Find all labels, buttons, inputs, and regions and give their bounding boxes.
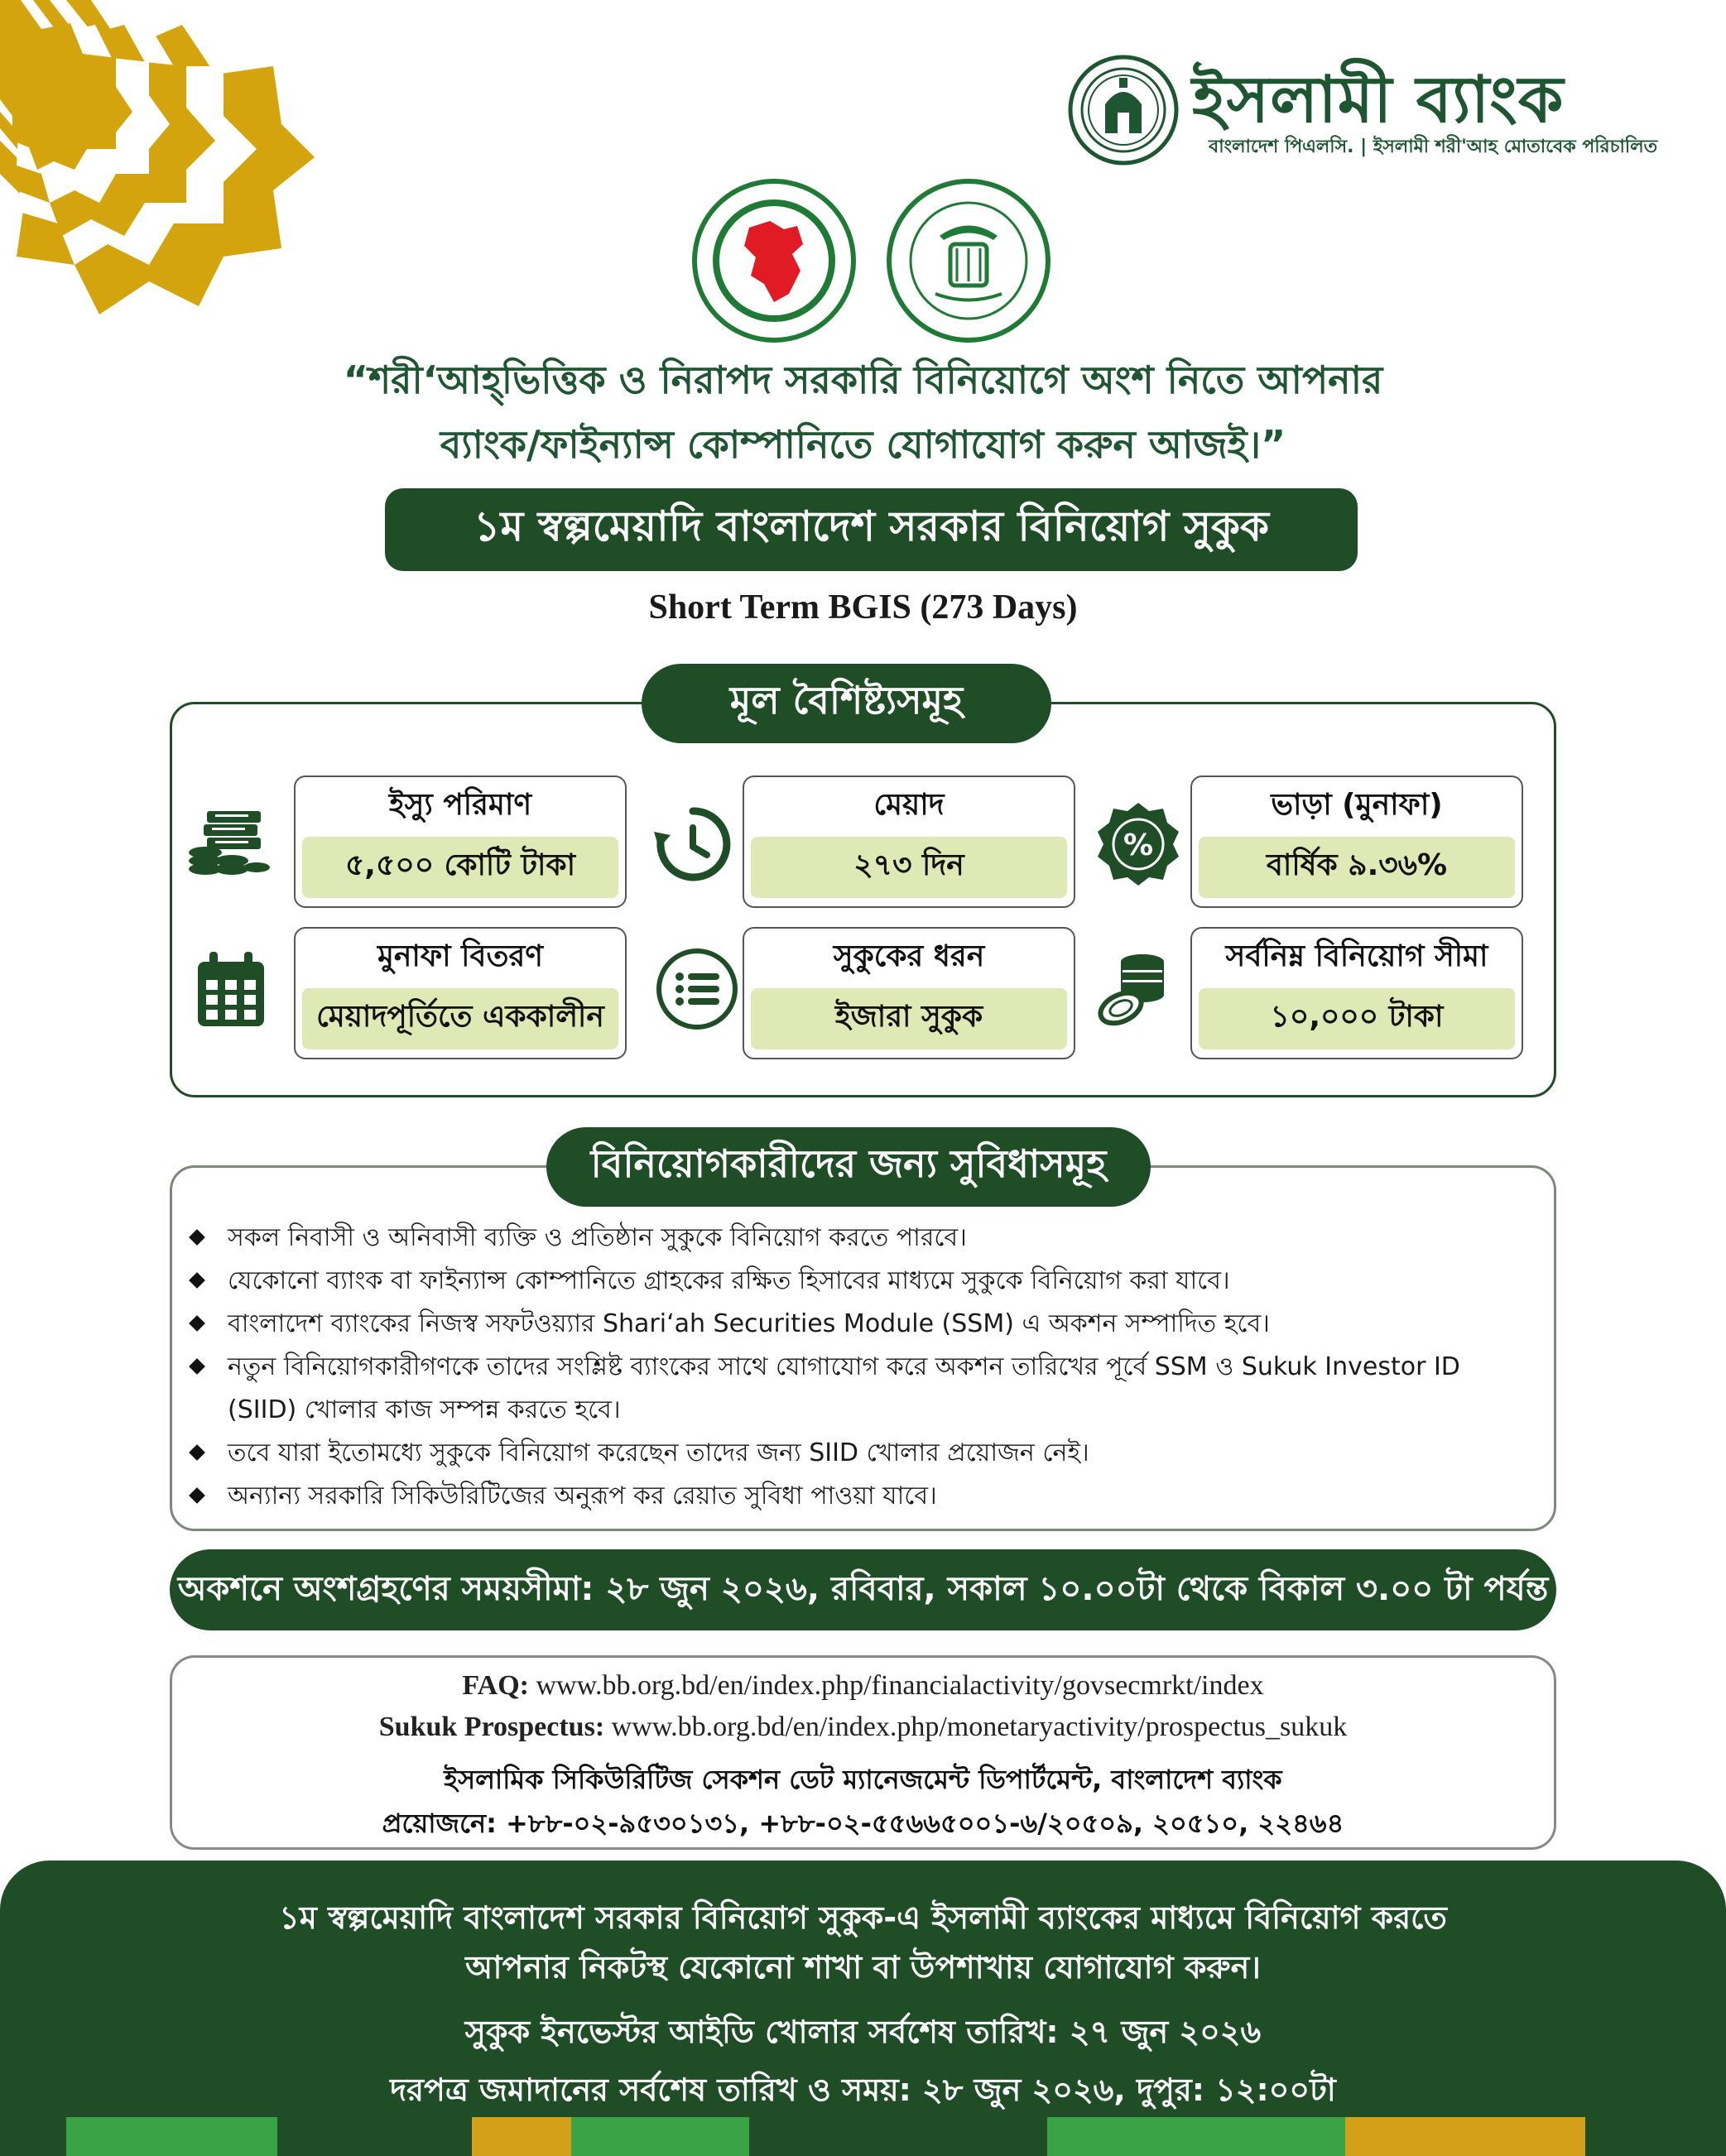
- list-item: নতুন বিনিয়োগকারীগণকে তাদের সংশ্লিষ্ট ব্যাংকের সাথে যোগাযোগ করে অকশন তারিখের পূর্বে SSM ও Sukuk Investor ID (SIID) খোলার কাজ সম্পন্ন করতে হবে।: [186, 1346, 1511, 1432]
- clock-icon: [647, 799, 738, 890]
- list-item: যেকোনো ব্যাংক বা ফাইন্যান্স কোম্পানিতে গ্রাহকের রক্ষিত হিসাবের মাধ্যমে সুকুকে বিনিয়োগ করা যাবে।: [186, 1260, 1511, 1303]
- feature-value: ৫,৫০০ কোটি টাকা: [302, 837, 618, 898]
- feature-label: ভাড়া (মুনাফা): [1271, 788, 1443, 822]
- prospectus-label: Sukuk Prospectus:: [378, 1712, 605, 1742]
- title-banner: [385, 488, 1358, 571]
- feature-issue-size: [294, 775, 627, 908]
- faq-link[interactable]: www.bb.org.bd/en/index.php/financialactivity/govsecmrkt/index: [536, 1670, 1264, 1701]
- feature-value: ২৭৩ দিন: [751, 837, 1067, 898]
- benefits-list: [186, 1217, 1511, 1518]
- title-text: ১ম স্বল্পমেয়াদি বাংলাদেশ সরকার বিনিয়োগ সুকুক: [474, 502, 1269, 550]
- info-box: [170, 1655, 1556, 1850]
- money-stack-icon: [182, 795, 273, 886]
- feature-profit-distribution: [294, 927, 627, 1059]
- government-seal-icon: [691, 178, 857, 343]
- list-item: অন্যান্য সরকারি সিকিউরিটিজের অনুরূপ কর রেয়াত সুবিধা পাওয়া যাবে।: [186, 1475, 1511, 1518]
- footer-color-stripe: [0, 2117, 1726, 2156]
- banner-line-4: দরপত্র জমাদানের সর্বশেষ তারিখ ও সময়: ২৮ জুন ২০২৬, দুপুর: ১২:০০টা: [390, 2072, 1336, 2108]
- list-icon: [651, 944, 743, 1035]
- coins-icon: [1093, 944, 1184, 1035]
- svg-text:%: %: [1123, 828, 1154, 862]
- feature-label: মুনাফা বিতরণ: [377, 939, 544, 973]
- department-line: ইসলামিক সিকিউরিটিজ সেকশন ডেট ম্যানেজমেন্ট ডিপার্টমেন্ট, বাংলাদেশ ব্যাংক: [444, 1764, 1282, 1795]
- feature-sukuk-type: [743, 927, 1075, 1059]
- list-item: বাংলাদেশ ব্যাংকের নিজস্ব সফটওয়্যার Shari‘ah Securities Module (SSM) এ অকশন সম্পাদিত হবে।: [186, 1303, 1511, 1346]
- corner-ornament: [0, 0, 315, 315]
- list-item: তবে যারা ইতোমধ্যে সুকুকে বিনিয়োগ করেছেন তাদের জন্য SIID খোলার প্রয়োজন নেই।: [186, 1432, 1511, 1475]
- feature-value: মেয়াদপূর্তিতে এককালীন: [302, 988, 618, 1049]
- feature-label: সর্বনিম্ন বিনিয়োগ সীমা: [1225, 939, 1488, 973]
- prospectus-line: [172, 1712, 1554, 1743]
- feature-value: ইজারা সুকুক: [751, 988, 1067, 1049]
- auction-deadline-text: অকশনে অংশগ্রহণের সময়সীমা: ২৮ জুন ২০২৬, রবিবার, সকাল ১০.০০টা থেকে বিকাল ৩.০০ টা পর্যন্ত: [177, 1569, 1549, 1608]
- feature-label: সুকুকের ধরন: [833, 939, 985, 973]
- feature-value: বার্ষিক ৯.৩৬%: [1199, 837, 1515, 898]
- bottom-banner: [0, 1861, 1726, 2156]
- banner-line-2: আপনার নিকটস্থ যেকোনো শাখা বা উপশাখায় যোগাযোগ করুন।: [465, 1949, 1261, 1986]
- features-heading: মূল বৈশিষ্ট্যসমূহ: [642, 664, 1051, 743]
- feature-min-investment: [1190, 927, 1523, 1059]
- prospectus-link[interactable]: www.bb.org.bd/en/index.php/monetaryactivity/prospectus_sukuk: [611, 1712, 1348, 1742]
- banner-line-3: সুকুক ইনভেস্টর আইডি খোলার সর্বশেষ তারিখ: ২৭ জুন ২০২৬: [464, 2014, 1262, 2050]
- feature-rental-profit: [1190, 775, 1523, 908]
- feature-tenure: [743, 775, 1075, 908]
- auction-deadline-bar: [170, 1549, 1556, 1630]
- contact-line: প্রয়োজনে: +৮৮-০২-৯৫৩০১৩১, +৮৮-০২-৫৫৬৬৫০০১-৬/২০৫০৯, ২০৫১০, ২২৪৬৪: [382, 1808, 1344, 1839]
- headline: [124, 348, 1602, 477]
- bank-emblem-icon: [1068, 55, 1180, 166]
- feature-label: ইস্যু পরিমাণ: [388, 788, 532, 822]
- feature-label: মেয়াদ: [873, 788, 945, 822]
- headline-line-1: “শরী‘আহ্‌ভিত্তিক ও নিরাপদ সরকারি বিনিয়োগে অংশ নিতে আপনার: [343, 358, 1383, 402]
- bangladesh-bank-seal-icon: [886, 178, 1051, 343]
- feature-value: ১০,০০০ টাকা: [1199, 988, 1515, 1049]
- faq-label: FAQ:: [462, 1670, 529, 1701]
- percent-badge-icon: [1093, 799, 1184, 890]
- bank-tagline: বাংলাদেশ পিএলসি. | ইসলামী শরী'আহ মোতাবেক পরিচালিত: [1209, 137, 1658, 157]
- subtitle: Short Term BGIS (273 Days): [648, 588, 1078, 627]
- faq-line: [172, 1670, 1554, 1702]
- bank-logo: [1068, 50, 1664, 174]
- calendar-icon: [186, 944, 277, 1035]
- benefits-heading: বিনিয়োগকারীদের জন্য সুবিধাসমূহ: [546, 1127, 1151, 1207]
- list-item: সকল নিবাসী ও অনিবাসী ব্যক্তি ও প্রতিষ্ঠান সুকুকে বিনিয়োগ করতে পারবে।: [186, 1217, 1511, 1260]
- headline-line-2: ব্যাংক/ফাইন্যান্স কোম্পানিতে যোগাযোগ করুন আজই।”: [440, 422, 1286, 467]
- banner-line-1: ১ম স্বল্পমেয়াদি বাংলাদেশ সরকার বিনিয়োগ সুকুক-এ ইসলামী ব্যাংকের মাধ্যমে বিনিয়োগ করতে: [279, 1899, 1447, 1936]
- bank-name: ইসলামী ব্যাংক: [1192, 63, 1565, 137]
